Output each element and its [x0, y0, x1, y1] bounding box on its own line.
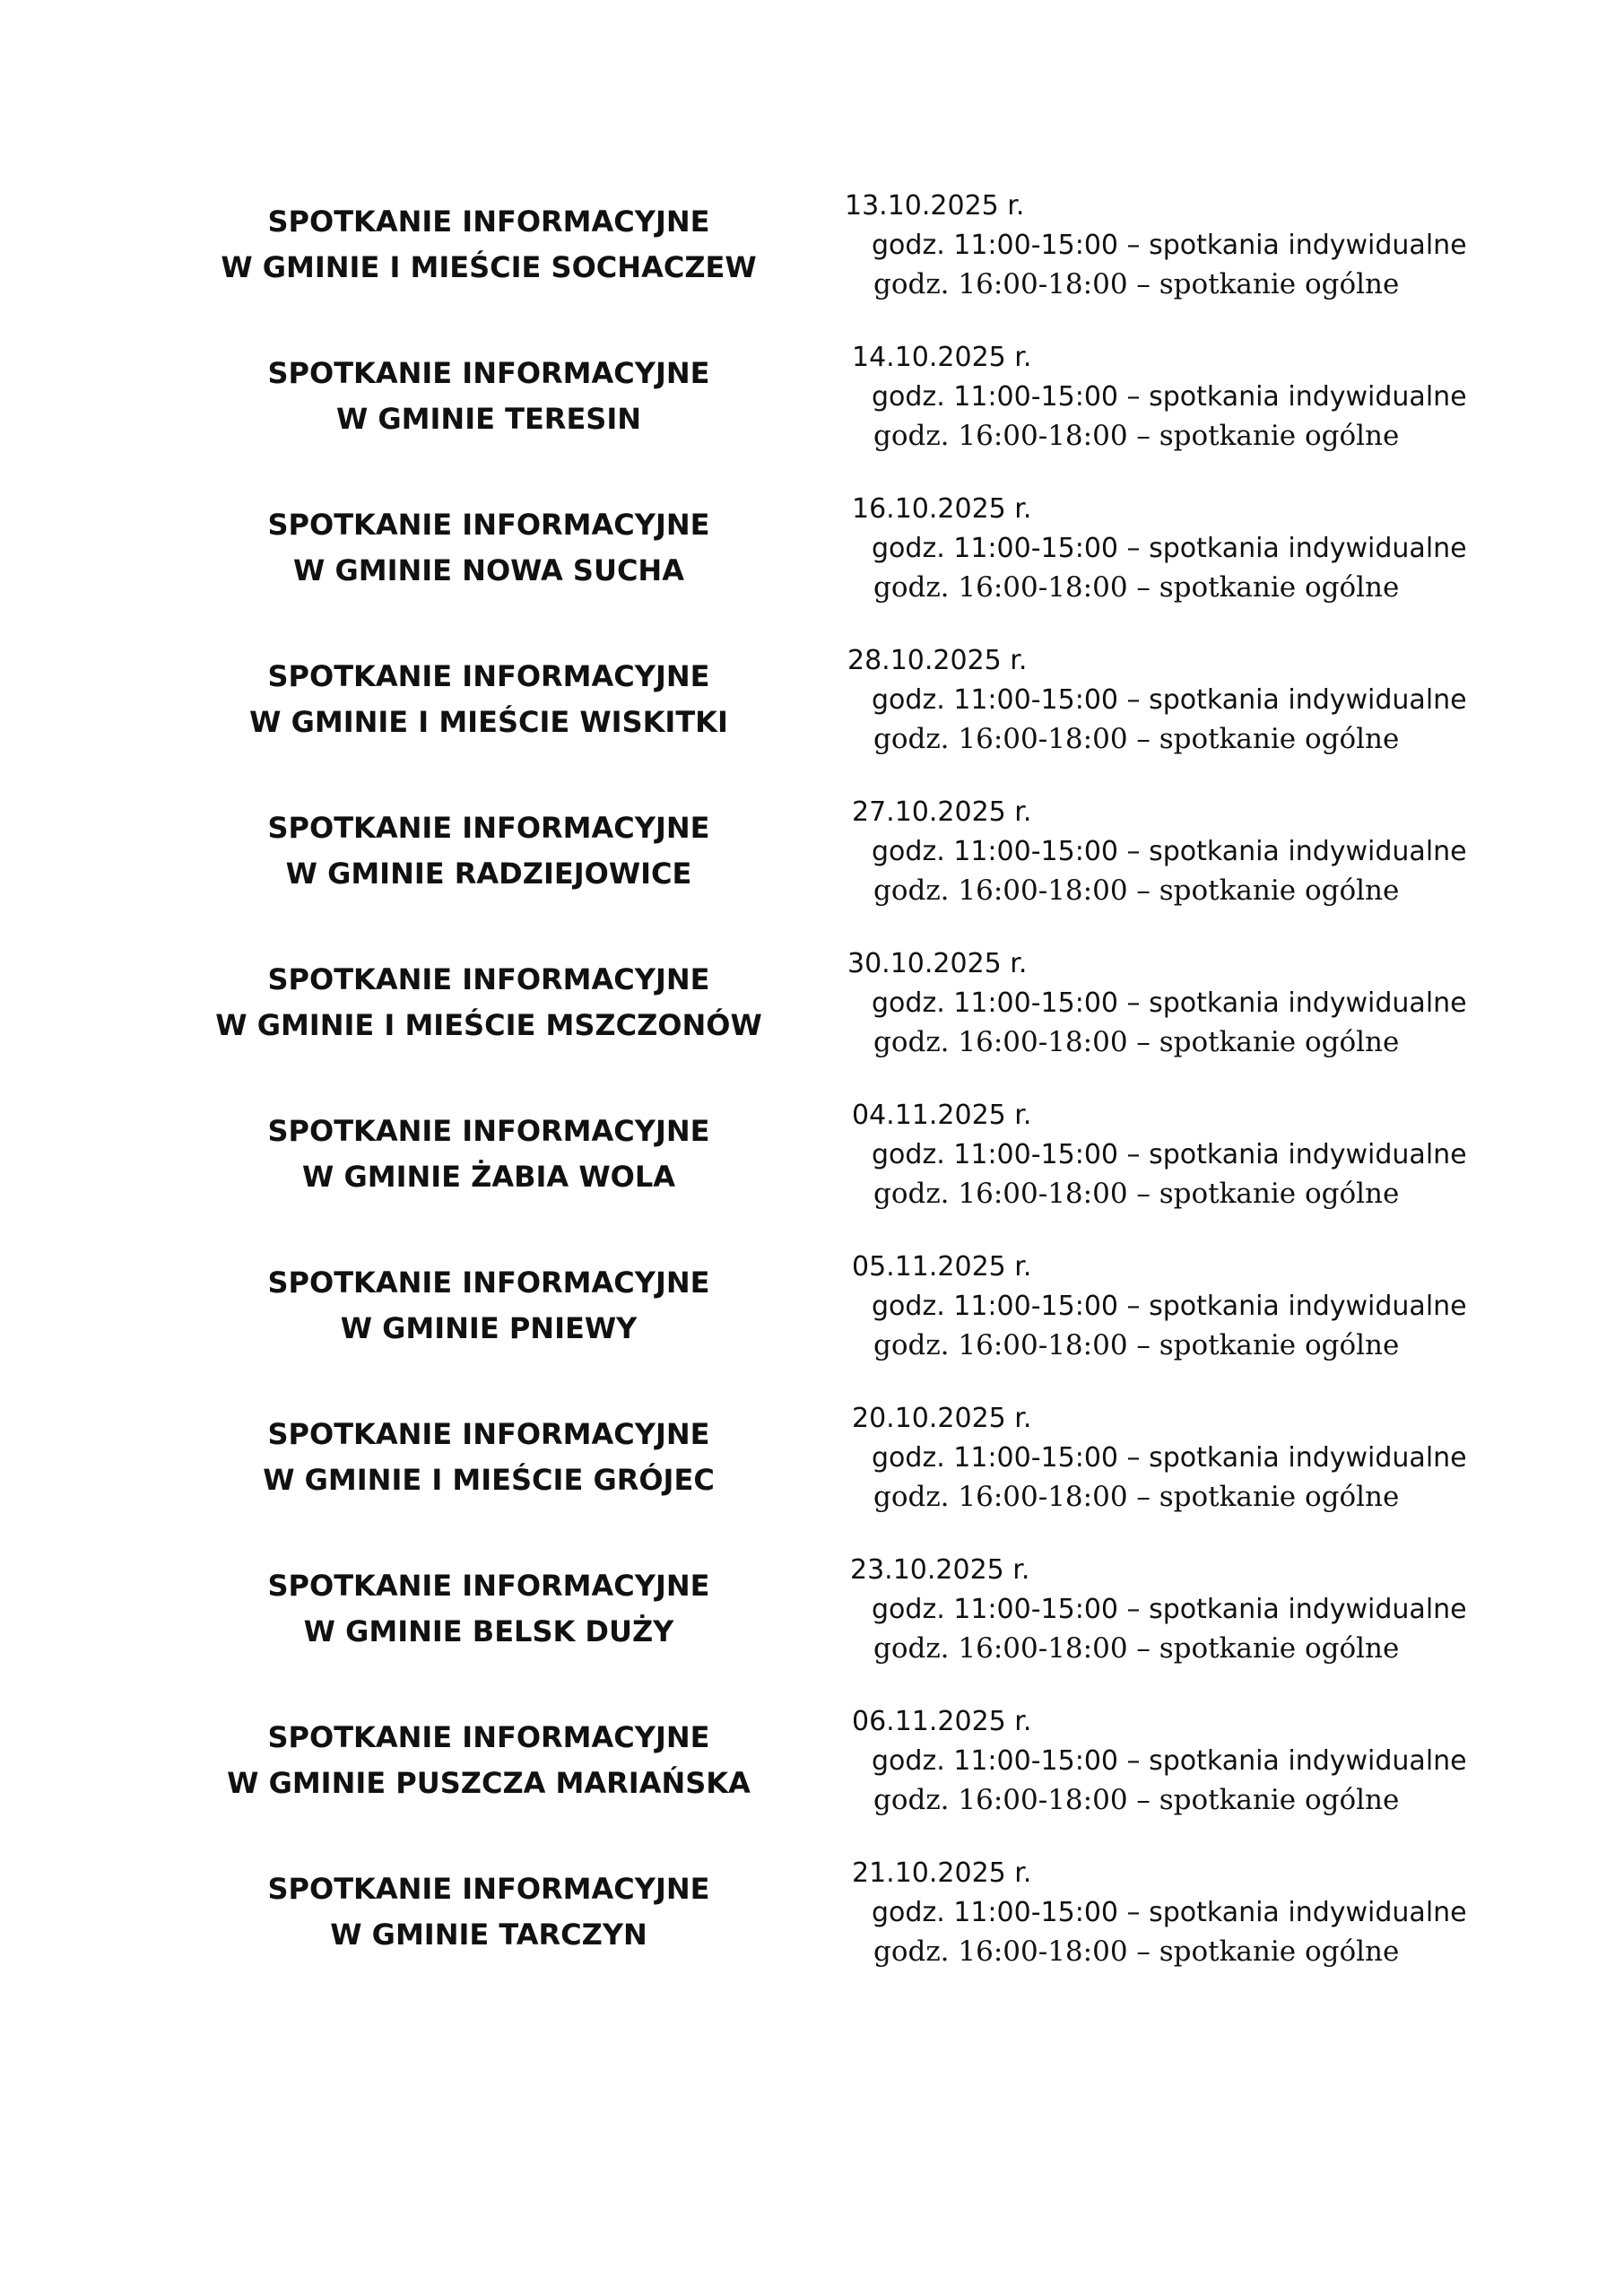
meeting-entry — [0, 1249, 1624, 1401]
meeting-date: 04.11.2025 r. — [852, 1100, 1032, 1131]
meeting-entry — [0, 1552, 1624, 1704]
meeting-place: W GMINIE BELSK DUŻY — [303, 1614, 674, 1648]
meeting-heading — [197, 654, 780, 745]
general-meeting-hours: godz. 16:00-18:00 – spotkanie ogólne — [873, 874, 1400, 907]
meeting-heading — [197, 957, 780, 1048]
meeting-heading — [197, 805, 780, 897]
meeting-entry — [0, 188, 1624, 340]
meeting-entry — [0, 1856, 1624, 2007]
meeting-title: SPOTKANIE INFORMACYJNE — [267, 1569, 710, 1603]
individual-meetings-hours: godz. 11:00-15:00 – spotkania indywidualne — [872, 533, 1467, 564]
meeting-date: 13.10.2025 r. — [845, 190, 1025, 222]
meeting-place: W GMINIE I MIEŚCIE GRÓJEC — [263, 1463, 715, 1497]
individual-meetings-hours: godz. 11:00-15:00 – spotkania indywidualne — [872, 230, 1467, 261]
meeting-place: W GMINIE I MIEŚCIE SOCHACZEW — [221, 250, 757, 284]
meeting-entry — [0, 946, 1624, 1098]
meeting-heading — [197, 1866, 780, 1958]
meeting-date: 05.11.2025 r. — [852, 1251, 1032, 1283]
meeting-entry — [0, 340, 1624, 491]
meeting-place: W GMINIE PNIEWY — [340, 1311, 638, 1345]
general-meeting-hours: godz. 16:00-18:00 – spotkanie ogólne — [873, 1784, 1400, 1816]
meeting-title: SPOTKANIE INFORMACYJNE — [267, 1114, 710, 1148]
meeting-heading — [197, 1412, 780, 1503]
general-meeting-hours: godz. 16:00-18:00 – spotkanie ogólne — [873, 1329, 1400, 1361]
meeting-place: W GMINIE TERESIN — [335, 402, 642, 436]
general-meeting-hours: godz. 16:00-18:00 – spotkanie ogólne — [873, 1632, 1400, 1665]
individual-meetings-hours: godz. 11:00-15:00 – spotkania indywidualne — [872, 1897, 1467, 1928]
individual-meetings-hours: godz. 11:00-15:00 – spotkania indywidualne — [872, 836, 1467, 867]
meeting-heading — [197, 199, 780, 291]
meeting-place: W GMINIE I MIEŚCIE MSZCZONÓW — [215, 1008, 762, 1042]
individual-meetings-hours: godz. 11:00-15:00 – spotkania indywidualne — [872, 1442, 1467, 1474]
general-meeting-hours: godz. 16:00-18:00 – spotkanie ogólne — [873, 571, 1400, 604]
meeting-place: W GMINIE ŻABIA WOLA — [302, 1160, 675, 1194]
meeting-place: W GMINIE NOWA SUCHA — [293, 553, 684, 587]
meeting-heading — [197, 502, 780, 594]
meeting-title: SPOTKANIE INFORMACYJNE — [267, 962, 710, 996]
general-meeting-hours: godz. 16:00-18:00 – spotkanie ogólne — [873, 1935, 1400, 1968]
general-meeting-hours: godz. 16:00-18:00 – spotkanie ogólne — [873, 1026, 1400, 1058]
meeting-heading — [197, 1563, 780, 1655]
meeting-date: 16.10.2025 r. — [852, 493, 1032, 525]
meeting-title: SPOTKANIE INFORMACYJNE — [267, 508, 710, 542]
general-meeting-hours: godz. 16:00-18:00 – spotkanie ogólne — [873, 420, 1400, 452]
meeting-place: W GMINIE PUSZCZA MARIAŃSKA — [227, 1766, 751, 1800]
meeting-entry — [0, 1401, 1624, 1552]
meeting-date: 21.10.2025 r. — [852, 1857, 1032, 1889]
meeting-title: SPOTKANIE INFORMACYJNE — [267, 356, 710, 390]
meeting-heading — [197, 1715, 780, 1806]
meeting-date: 14.10.2025 r. — [852, 342, 1032, 373]
general-meeting-hours: godz. 16:00-18:00 – spotkanie ogólne — [873, 1178, 1400, 1210]
meeting-date: 06.11.2025 r. — [852, 1706, 1032, 1737]
meeting-schedule — [0, 188, 1624, 2007]
meeting-entry — [0, 491, 1624, 643]
meeting-date: 30.10.2025 r. — [847, 948, 1028, 979]
general-meeting-hours: godz. 16:00-18:00 – spotkanie ogólne — [873, 1481, 1400, 1513]
general-meeting-hours: godz. 16:00-18:00 – spotkanie ogólne — [873, 723, 1400, 755]
meeting-title: SPOTKANIE INFORMACYJNE — [267, 204, 710, 239]
individual-meetings-hours: godz. 11:00-15:00 – spotkania indywidualne — [872, 1745, 1467, 1777]
meeting-place: W GMINIE RADZIEJOWICE — [285, 857, 692, 891]
meeting-heading — [197, 351, 780, 442]
meeting-title: SPOTKANIE INFORMACYJNE — [267, 811, 710, 845]
individual-meetings-hours: godz. 11:00-15:00 – spotkania indywidualne — [872, 1291, 1467, 1322]
meeting-title: SPOTKANIE INFORMACYJNE — [267, 1265, 710, 1300]
meeting-title: SPOTKANIE INFORMACYJNE — [267, 1872, 710, 1906]
individual-meetings-hours: godz. 11:00-15:00 – spotkania indywidualne — [872, 381, 1467, 413]
individual-meetings-hours: godz. 11:00-15:00 – spotkania indywidualne — [872, 1139, 1467, 1170]
individual-meetings-hours: godz. 11:00-15:00 – spotkania indywidualne — [872, 987, 1467, 1019]
meeting-date: 28.10.2025 r. — [847, 645, 1028, 676]
meeting-place: W GMINIE I MIEŚCIE WISKITKI — [249, 705, 728, 739]
meeting-date: 20.10.2025 r. — [852, 1403, 1032, 1434]
meeting-entry — [0, 643, 1624, 795]
meeting-title: SPOTKANIE INFORMACYJNE — [267, 1720, 710, 1754]
individual-meetings-hours: godz. 11:00-15:00 – spotkania indywidualne — [872, 1594, 1467, 1625]
meeting-title: SPOTKANIE INFORMACYJNE — [267, 1417, 710, 1451]
meeting-heading — [197, 1260, 780, 1352]
meeting-place: W GMINIE TARCZYN — [330, 1918, 647, 1952]
meeting-entry — [0, 1098, 1624, 1249]
meeting-entry — [0, 1704, 1624, 1856]
meeting-title: SPOTKANIE INFORMACYJNE — [267, 659, 710, 693]
meeting-date: 27.10.2025 r. — [852, 796, 1032, 828]
meeting-heading — [197, 1109, 780, 1200]
meeting-entry — [0, 795, 1624, 946]
general-meeting-hours: godz. 16:00-18:00 – spotkanie ogólne — [873, 268, 1400, 300]
meeting-date: 23.10.2025 r. — [850, 1554, 1030, 1586]
individual-meetings-hours: godz. 11:00-15:00 – spotkania indywidualne — [872, 684, 1467, 716]
